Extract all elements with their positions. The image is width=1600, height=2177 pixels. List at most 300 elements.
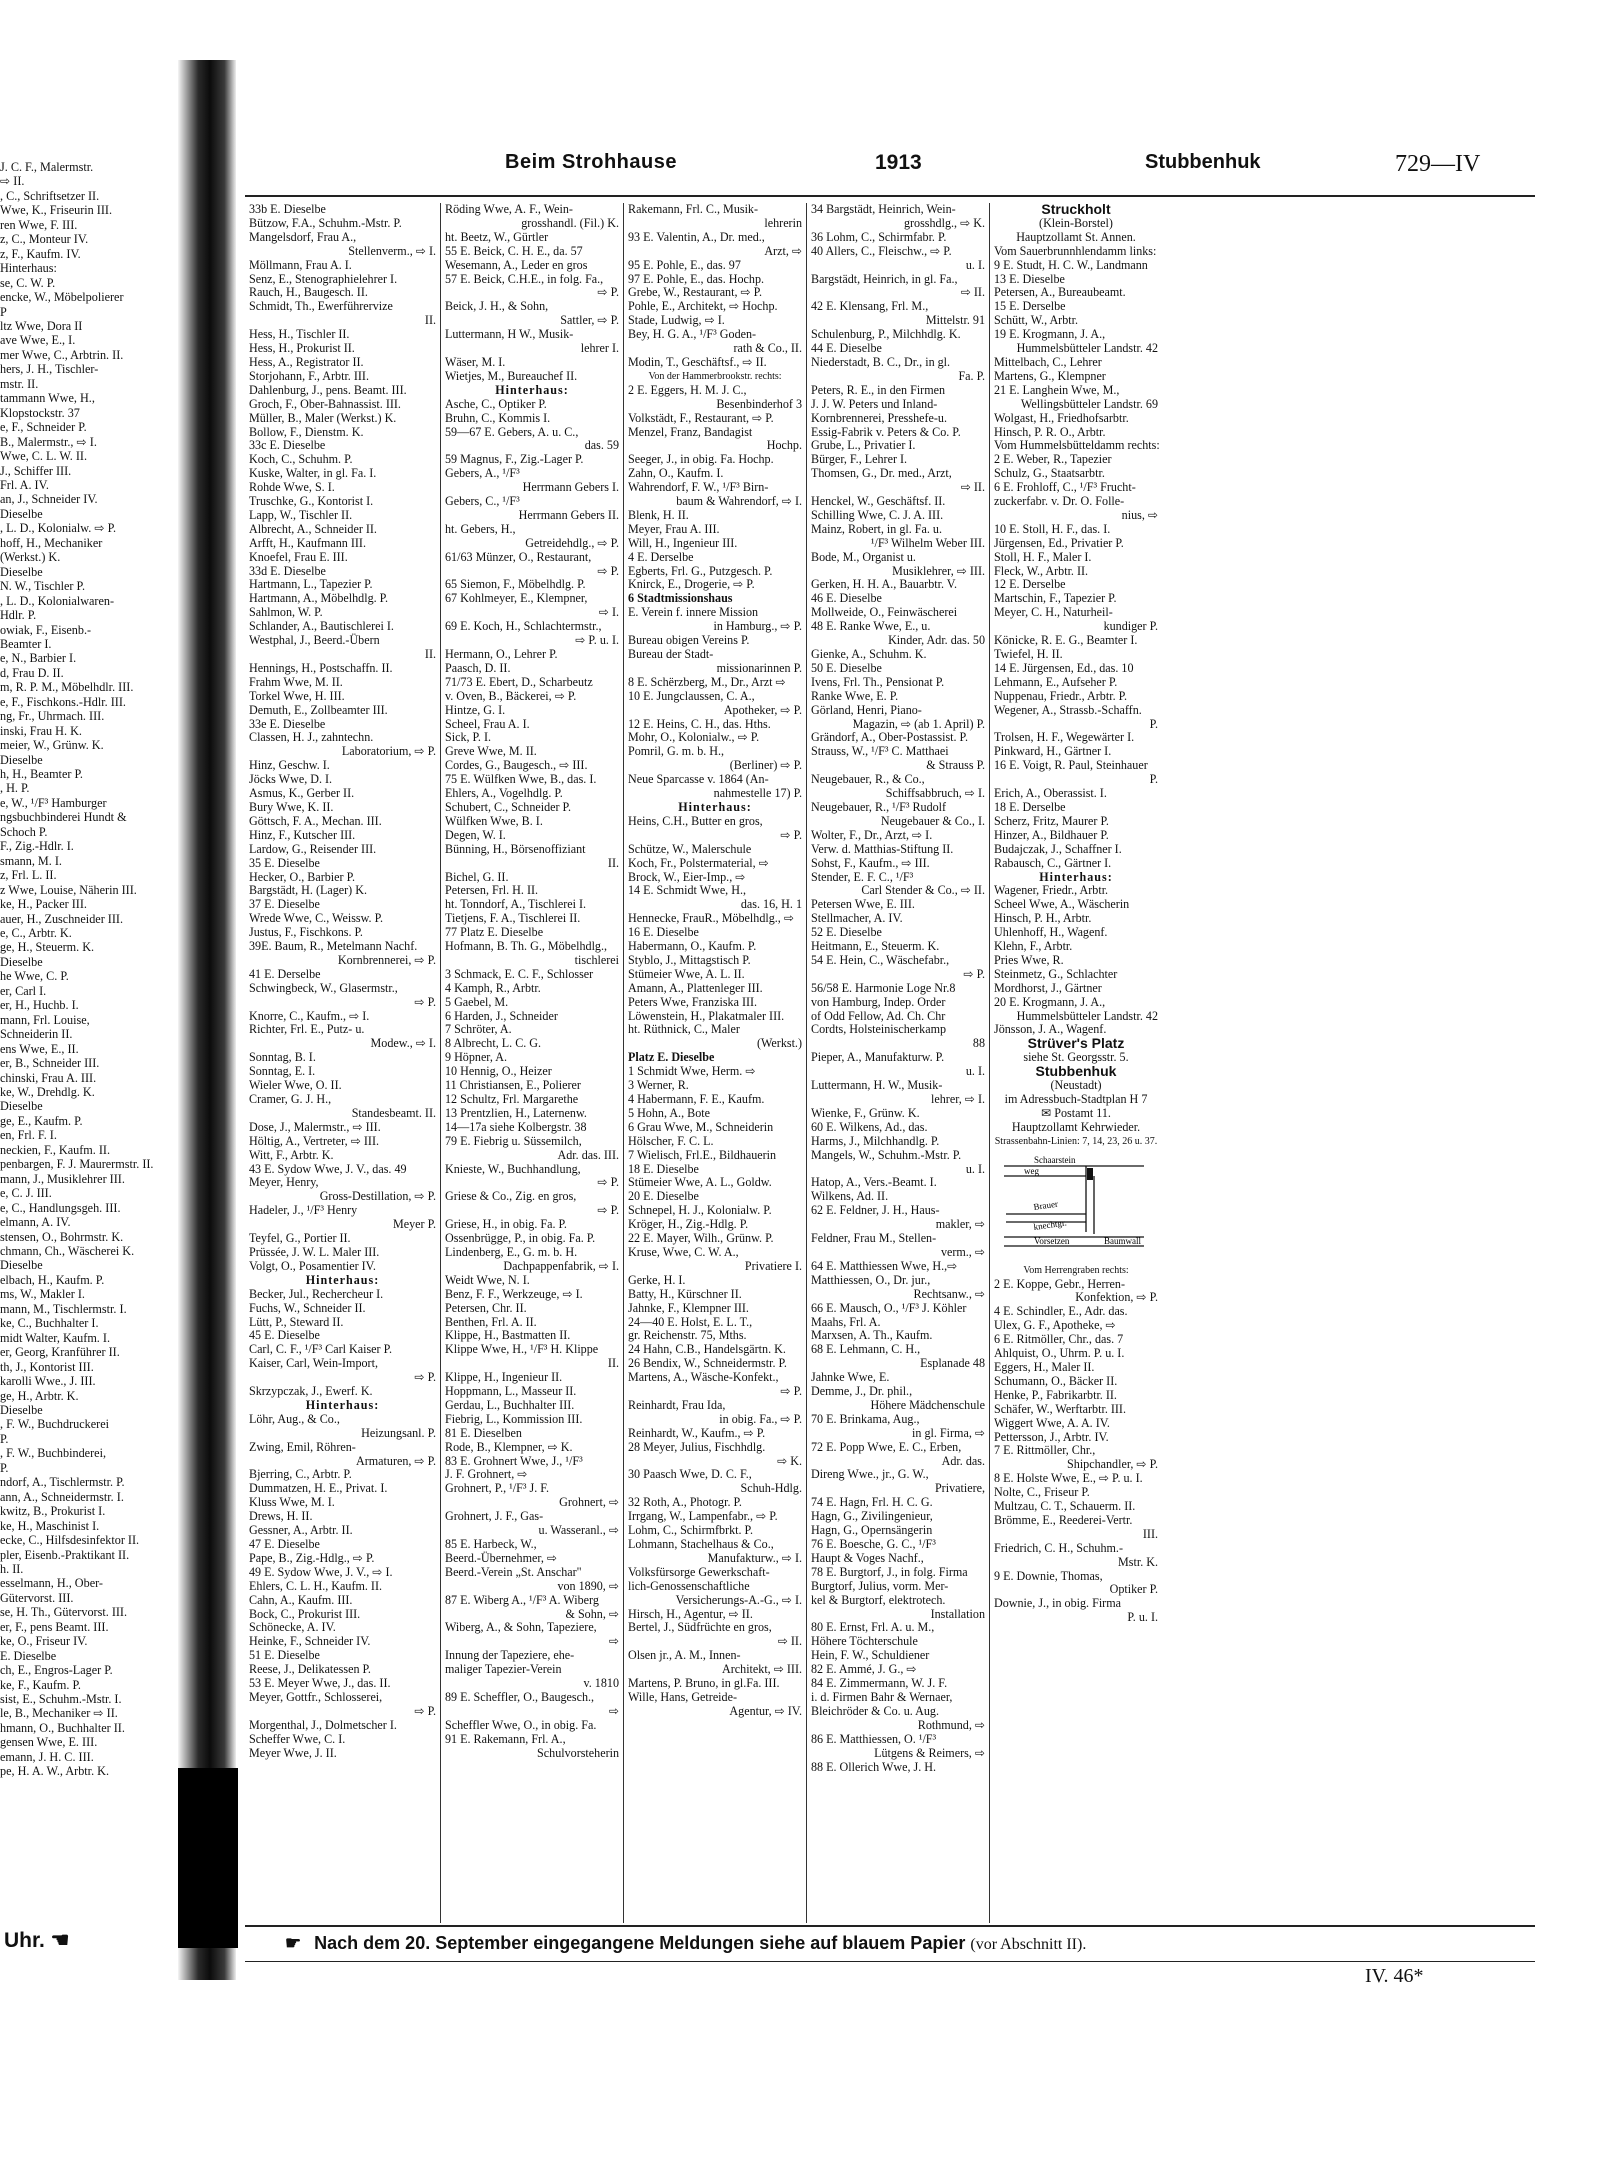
directory-entry: Burgtorf, Julius, vorm. Mer- [811,1578,949,1593]
directory-entry: Klippe, H., Bastmatten II. [445,1328,571,1343]
directory-entry: E. Verein f. innere Mission [628,605,759,620]
previous-page-line: encke, W., Möbelpolierer [0,290,124,305]
directory-entry: Strassenbahn-Linien: 7, 14, 23, 26 u. 37. [994,1135,1158,1147]
directory-entry: Hinsch, P. R. O., Arbtr. [994,424,1106,439]
previous-page-line: z, C., Monteur IV. [0,232,89,247]
directory-entry: Demme, J., Dr. phil., [811,1384,913,1399]
directory-entry: 9 E. Downie, Thomas, [994,1568,1103,1583]
directory-entry: Stümeier Wwe, A. L., Goldw. [628,1175,772,1190]
directory-entry: 21 E. Langhein Wwe, M., [994,382,1120,397]
previous-page-line: tammann Wwe, H., [0,391,95,406]
column-5 [990,203,1162,1923]
map-label: weg [1024,1165,1039,1176]
previous-page-line: P. [0,1460,9,1475]
previous-page-line: Dieselbe [0,1402,43,1417]
directory-entry: Vom Hummelsbütteldamm rechts: [994,438,1160,453]
directory-entry: Knieste, W., Buchhandlung, [445,1161,581,1176]
directory-entry: Bichel, G. II. [445,869,509,884]
directory-entry: 13 Prentzlien, H., Laternenw. [445,1105,587,1120]
directory-entry: (Neustadt) [1050,1078,1102,1093]
directory-entry: Fa. P. [958,368,985,383]
directory-entry: Görland, Henri, Piano- [811,702,922,717]
directory-entry: Klippe, H., Ingenieur II. [445,1370,563,1385]
previous-page-line: Wwe, K., Friseurin III. [0,203,113,218]
page-header [245,125,1535,177]
directory-entry: Gerke, H. I. [628,1272,686,1287]
directory-entry: Wülfken Wwe, B. I. [445,813,543,828]
directory-entry: of Odd Fellow, Ad. Ch. Chr [811,1008,946,1023]
previous-page-line: P [0,304,7,319]
directory-entry: Sohst, F., Kaufm., ⇨ III. [811,855,930,870]
directory-entry: Laboratorium, ⇨ P. [341,744,436,759]
directory-entry: 52 E. Dieselbe [811,925,882,940]
previous-page-line: Dieselbe [0,506,43,521]
directory-entry: Heinke, F., Schneider IV. [249,1634,371,1649]
directory-entry: & Strauss P. [926,758,985,773]
directory-entry: Witt, F., Arbtr. K. [249,1147,334,1162]
directory-entry: 82 E. Ammé, J. G., ⇨ [811,1662,917,1677]
directory-entry: Martschin, F., Tapezier P. [994,591,1117,606]
directory-entry: 13 E. Dieselbe [994,271,1065,286]
directory-entry: Meyer, Frau A. III. [628,521,720,536]
header-year: 1913 [875,151,922,174]
directory-entry: ⇨ P. [780,827,802,842]
directory-entry: Neue Sparcasse v. 1864 (An- [628,772,769,787]
previous-page-line: Klopstockstr. 37 [0,405,80,420]
directory-entry: Hartmann, A., Möbelhdlg. P. [249,591,389,606]
directory-entry: 5 Gaebel, M. [445,994,509,1009]
directory-entry: maliger Tapezier-Verein [445,1662,562,1677]
directory-entry: II. [424,313,436,328]
directory-entry: Mordhorst, J., Gärtner [994,980,1102,995]
directory-entry: ⇨ P. [414,1370,436,1385]
directory-entry: Hauptzollamt Kehrwieder. [1011,1119,1141,1134]
directory-entry: kundiger P. [1103,619,1158,634]
directory-entry: Essig-Fabrik v. Peters & Co. P. [811,424,961,439]
directory-entry: i. d. Firmen Bahr & Wernaer, [811,1689,953,1704]
previous-page-line: ke, H., Packer III. [0,897,87,912]
directory-entry: ⇨ [608,1634,619,1649]
map-label: knechtgr. [1032,1217,1068,1232]
directory-entry: ⇨ P. [597,285,619,300]
directory-entry: 10 Hennig, O., Heizer [445,1064,552,1079]
directory-entry: Frahm Wwe, M. II. [249,674,343,689]
directory-entry: ht. Rüthnick, C., Maler [628,1022,740,1037]
directory-entry: 10 E. Stoll, H. F., das. I. [994,521,1111,536]
directory-entry: Skrzypczak, J., Ewerf. K. [249,1384,373,1399]
directory-entry: Direng Wwe., jr., G. W., [811,1467,929,1482]
directory-entry: missionarinnen P. [716,660,802,675]
footer-bottom-rule [245,1961,1535,1962]
directory-entry: Steinmetz, G., Schlachter [994,966,1118,981]
directory-entry: Stoll, H. F., Maler I. [994,549,1092,564]
directory-entry: Sahlmon, W. P. [249,605,323,620]
previous-page-line: Dieselbe [0,564,43,579]
directory-entry: Peters Wwe, Franziska III. [628,994,758,1009]
directory-entry: Sonntag, B. I. [249,1050,316,1065]
directory-entry: Modin, T., Geschäftsf., ⇨ II. [628,354,767,369]
directory-entry: Kluss Wwe, M. I. [249,1495,335,1510]
directory-entry: Olsen jr., A. M., Innen- [628,1648,741,1663]
previous-page-line: e, C., Arbtr. K. [0,926,72,941]
directory-entry: Morgenthal, J., Dolmetscher I. [249,1717,397,1732]
directory-entry: Hermann, O., Lehrer P. [445,647,558,661]
directory-entry: Hintze, G. I. [445,702,506,717]
directory-entry: u. I. [965,257,985,272]
previous-page-line: ge, H., Steuerm. K. [0,940,95,955]
directory-entry: Asmus, K., Gerber II. [249,786,355,801]
directory-entry: 14 E. Jürgensen, Ed., das. 10 [994,660,1134,675]
directory-entry: Platz E. Dieselbe [628,1050,715,1065]
directory-entry: Scheffer Wwe, C. I. [249,1731,346,1746]
directory-entry: Hauptzollamt St. Annen. [1016,229,1136,244]
previous-page-line: chmann, Ch., Wäscherei K. [0,1243,135,1258]
map-label: Vorsetzen [1034,1235,1070,1246]
directory-entry: 24—40 E. Holst, E. L. T., [628,1314,753,1329]
directory-entry: ⇨ P. [780,1384,802,1399]
directory-entry: 78 E. Burgtorf, J., in folg. Firma [811,1564,968,1579]
previous-page-line: he Wwe, C. P. [0,969,69,984]
directory-entry: Bureau obigen Vereins P. [628,633,750,648]
directory-entry: Reese, J., Delikatessen P. [249,1662,371,1677]
previous-page-line: (Werkst.) K. [0,550,61,565]
directory-entry: 16 E. Dieselbe [628,925,699,940]
directory-entry: 87 E. Wiberg A., ¹/F³ A. Wiberg [445,1592,599,1607]
directory-entry: 19 E. Krogmann, J. A., [994,327,1106,342]
directory-entry: 61/63 Münzer, O., Restaurant, [445,549,592,564]
directory-entry: Göttsch, F. A., Mechan. III. [249,813,382,828]
directory-entry: ⇨ P. u. I. [575,633,619,648]
previous-page-line: , F. W., Buchdruckerei [0,1417,110,1432]
previous-page-line: ens Wwe, E., II. [0,1041,79,1056]
directory-entry: Müller, B., Maler (Werkst.) K. [249,410,397,425]
previous-page-line: Dieselbe [0,752,43,767]
directory-entry: v. 1810 [583,1676,619,1691]
directory-entry: Ehlers, A., Vogelhdlg. P. [445,786,563,801]
directory-entry: nahmestelle 17) P. [713,786,802,801]
directory-entry: Greve Wwe, M. II. [445,744,537,759]
directory-entry: ⇨ [608,1703,619,1718]
directory-entry: Erich, A., Oberassist. I. [994,786,1107,801]
directory-entry: 71/73 E. Ebert, D., Scharbeutz [445,674,593,689]
directory-entry: 16 E. Voigt, R. Paul, Steinhauer [994,758,1148,773]
previous-page-line: F., Zig.-Hdlr. I. [0,839,74,854]
directory-entry: Hennings, H., Postschaffn. II. [249,660,393,675]
directory-entry: Wilkens, Ad. II. [811,1189,889,1204]
directory-entry: Wolgast, H., Friedhofsarbtr. [994,410,1129,425]
directory-entry: Kruse, Wwe, C. W. A., [628,1244,739,1259]
directory-entry: makler, ⇨ [935,1217,985,1232]
directory-entry: 47 E. Dieselbe [249,1537,320,1551]
directory-entry: 12 Schultz, Frl. Margarethe [445,1092,579,1106]
directory-entry: ⇨ P. [414,1703,436,1718]
previous-page-line: kwitz, B., Prokurist I. [0,1504,106,1519]
previous-page-line: e, W., ¹/F³ Hamburger [0,795,107,810]
directory-entry: Hummelsbütteler Landstr. 42 [1016,1008,1158,1023]
directory-entry: Neugebauer, R., ¹/F³ Rudolf [811,799,947,814]
directory-entry: Irrgang, W., Lampenfabr., ⇨ P. [628,1509,778,1524]
directory-entry: 41 E. Derselbe [249,966,321,981]
directory-entry: Gross-Destillation, ⇨ P. [319,1189,436,1204]
directory-entry: Wagener, Friedr., Arbtr. [994,883,1109,898]
directory-entry: Hinz, F., Kutscher III. [249,827,356,842]
directory-entry: 93 E. Valentin, A., Dr. med., [628,229,765,244]
previous-page-line: sist, E., Schuhm.-Mstr. I. [0,1692,122,1707]
directory-entry: Kornbrennerei, Presshefe-u. [811,410,948,425]
directory-entry: Besenbinderhof 3 [716,396,802,411]
directory-entry: Friedrich, C. H., Schuhm.- [994,1540,1123,1555]
directory-entry: Wolter, F., Dr., Arzt, ⇨ I. [811,827,933,842]
directory-entry: Stender, E. F. C., ¹/F³ [811,869,914,884]
directory-entry: 59 Magnus, F., Zig.-Lager P. [445,452,584,467]
directory-entry: Gienke, A., Schuhm. K. [811,647,927,661]
previous-page-line: e, C. J. III. [0,1186,52,1201]
previous-page-line: ltz Wwe, Dora II [0,318,83,333]
previous-page-line: E. Dieselbe [0,1648,57,1663]
directory-entry: 7 Schröter, A. [445,1022,512,1037]
map-label: Baumwall [1104,1235,1141,1246]
directory-entry: Von der Hammerbrookstr. rechts: [648,370,782,382]
directory-entry: Schwingbeck, W., Glasermstr., [249,980,398,995]
header-rule [245,195,1535,197]
directory-entry: Lapp, W., Tischler II. [249,507,353,522]
directory-entry: Haupt & Voges Nachf., [811,1550,924,1565]
directory-entry: J. J. W. Peters und Inland- [811,396,938,411]
directory-entry: Lindenberg, E., G. m. b. H. [445,1244,578,1259]
directory-entry: Volksfürsorge Gewerkschaft- [628,1564,770,1579]
directory-entry: baum & Wahrendorf, ⇨ I. [676,494,802,509]
directory-entry: Degen, W. I. [445,827,506,842]
directory-entry: Gessner, A., Arbtr. II. [249,1523,353,1538]
previous-page-line: Hdlr. P. [0,608,37,623]
directory-entry: 4 Habermann, F. E., Kaufm. [628,1092,765,1106]
directory-entry: Styblo, J., Mittagstisch P. [628,952,751,967]
directory-entry: Hofmann, B. Th. G., Möbelhdlg., [445,939,608,954]
previous-page-line: an, J., Schneider IV. [0,492,98,507]
previous-page-line: meier, W., Grünw. K. [0,738,104,753]
directory-entry: Rode, B., Klempner, ⇨ K. [445,1439,573,1454]
directory-entry: Eggers, H., Maler II. [994,1359,1095,1374]
directory-entry: Kornbrennerei, ⇨ P. [337,952,436,967]
previous-page-line: ndorf, A., Tischlermstr. P. [0,1475,125,1490]
directory-entry: Heizungsanl. P. [361,1425,436,1440]
directory-entry: 37 E. Dieselbe [249,897,320,912]
directory-entry: 33d E. Dieselbe [249,563,326,578]
directory-entry: Versicherungs-A.-G., ⇨ I. [675,1592,802,1607]
directory-entry: Hess, H., Tischler II. [249,327,350,342]
directory-entry: Wieler Wwe, O. II. [249,1078,342,1093]
directory-entry: Schnepel, H. J., Kolonialw. P. [628,1203,772,1218]
directory-entry: 12 E. Heins, C. H., das. Hths. [628,716,771,731]
directory-entry: 89 E. Scheffler, O., Baugesch., [445,1689,595,1704]
directory-entry: 53 E. Meyer Wwe, J., das. II. [249,1676,391,1691]
previous-page-line: Frl. A. IV. [0,477,49,492]
directory-entry: 76 E. Boesche, G. C., ¹/F³ [811,1537,936,1551]
directory-entry: tischlerei [574,952,619,967]
directory-entry: Gebers, A., ¹/F³ [445,466,520,481]
map-block [1087,1168,1093,1180]
column-2 [441,203,624,1923]
previous-page-line: ke, W., Drehdlg. K. [0,1085,95,1099]
previous-page-line: e, N., Barbier I. [0,651,77,666]
directory-entry: 88 [972,1036,985,1051]
previous-page-line: Dieselbe [0,1258,43,1273]
previous-page-line: ke, C., Buchhalter I. [0,1316,99,1331]
directory-entry: 70 E. Brinkama, Aug., [811,1411,920,1426]
street-map [994,1152,1154,1257]
directory-entry: Mohr, O., Kolonialw., ⇨ P. [628,730,760,745]
directory-entry: Bünning, H., Börsenoffiziant [445,841,586,856]
directory-entry: 30 Paasch Wwe, D. C. F., [628,1467,752,1482]
previous-page-line: neckien, F., Kaufm. II. [0,1142,111,1157]
previous-page-line: B., Malermstr., ⇨ I. [0,434,97,449]
directory-entry: ⇨ K. [777,1453,802,1468]
directory-entry: Fuchs, W., Schneider II. [249,1300,366,1315]
directory-entry: 14 E. Schmidt Wwe, H., [628,883,747,898]
directory-entry: 24 Hahn, C.B., Handelsgärtn. K. [628,1342,786,1357]
directory-entry: 50 E. Dieselbe [811,660,882,675]
previous-page-line: ke, F., Kaufm. P. [0,1677,81,1692]
directory-entry: Schönecke, A. IV. [249,1620,336,1635]
directory-entry: Lardow, G., Reisender III. [249,841,377,856]
directory-entry: 28 Meyer, Julius, Fischhdlg. [628,1439,766,1454]
directory-entry: Meyer, Henry, [249,1175,319,1190]
directory-entry: Kröger, H., Zig.-Hdlg. P. [628,1217,749,1232]
previous-page-line: er, B., Schneider III. [0,1056,100,1071]
directory-entry: 3 Schmack, E. C. F., Schlosser [445,966,594,981]
directory-entry: Gerken, H. H. A., Bauarbtr. V. [811,577,958,592]
directory-entry: Rechtsanw., ⇨ [913,1286,985,1301]
directory-entry: Thomsen, G., Dr. med., Arzt, [811,466,952,481]
directory-entry: Ehlers, C. L. H., Kaufm. II. [249,1578,383,1593]
previous-page-line: auer, H., Zuschneider III. [0,911,124,926]
directory-entry: Schulvorsteherin [537,1745,619,1760]
directory-entry: lehrerin [764,215,802,230]
directory-entry: Grohnert, J. F., Gas- [445,1509,544,1524]
directory-entry: Marxsen, A. Th., Kaufm. [811,1328,933,1343]
directory-entry: 6 E. Ritmöller, Chr., das. 7 [994,1332,1124,1347]
directory-entry: II. [607,1356,619,1371]
directory-entry: Rothmund, ⇨ [917,1717,985,1732]
previous-page-line: ke, O., Friseur IV. [0,1634,88,1649]
section-label: Hinterhaus: [305,1397,380,1412]
directory-entry: Vom Sauerbrunnhlendamm links: [994,243,1157,258]
directory-entry: Blenk, H. II. [628,507,689,522]
directory-entry: Stellenverm., ⇨ I. [348,243,436,258]
directory-entry: Hummelsbütteler Landstr. 42 [1016,341,1158,356]
previous-page-line: penbargen, F. J. Maurermstr. II. [0,1157,154,1172]
directory-entry: Neugebauer, R., & Co., [811,772,925,787]
directory-entry: Schmidt, Th., Ewerführervize [249,299,393,314]
directory-entry: Hess, H., Prokurist II. [249,341,355,356]
directory-entry: 26 Bendix, W., Schneidermstr. P. [628,1356,787,1371]
directory-entry: Uhlenhoff, H., Wagenf. [994,925,1108,940]
directory-entry: Verw. d. Matthias-Stiftung II. [811,841,954,856]
previous-page-line: , F. W., Buchbinderei, [0,1446,106,1461]
directory-entry: Scheel Wwe, A., Wäscherin [994,897,1130,912]
directory-entry: 4 E. Schindler, E., Adr. das. [994,1304,1128,1319]
directory-entry: Reinhardt, W., Kaufm., ⇨ P. [628,1425,766,1440]
directory-entry: Zwing, Emil, Röhren- [249,1439,356,1454]
directory-entry: 5 Hohn, A., Bote [628,1105,710,1120]
directory-entry: Sick, P. I. [445,730,492,745]
directory-entry: Grändorf, A., Ober-Postassist. P. [811,730,968,745]
directory-entry: 12 E. Derselbe [994,577,1066,592]
directory-entry: Rakemann, Frl. C., Musik- [628,203,759,216]
directory-entry: Henckel, W., Geschäftsf. II. [811,494,946,509]
directory-entry: Gerdau, L., Buchhalter III. [445,1397,575,1412]
directory-entry: Cramer, G. J. H., [249,1092,332,1106]
directory-entry: 4 Kamph, R., Arbtr. [445,980,541,995]
directory-entry: Sonntag, E. I. [249,1064,316,1079]
directory-entry: Cahn, A., Kaufm. III. [249,1592,353,1607]
directory-entry: Rauch, H., Baugesch. II. [249,285,368,300]
directory-entry: Shipchandler, ⇨ P. [1067,1457,1158,1472]
directory-entry: Rohde Wwe, S. I. [249,480,335,495]
directory-entry: 45 E. Dieselbe [249,1328,320,1343]
directory-entry: grosshandl. (Fil.) K. [521,215,619,230]
previous-page-line: J. C. F., Malermstr. [0,160,94,174]
directory-entry: 20 E. Krogmann, J. A., [994,994,1106,1009]
previous-page-line: karolli Wwe., J. III. [0,1374,96,1389]
directory-entry: Knorre, C., Kaufm., ⇨ I. [249,1008,370,1023]
directory-entry: 84 E. Zimmermann, W. J. F. [811,1676,948,1691]
previous-page-line: mann, Frl. Louise, [0,1012,90,1027]
directory-entry: Höhere Töchterschule [811,1634,918,1649]
directory-entry: 77 Platz E. Dieselbe [445,925,544,940]
directory-entry: Lütt, P., Steward II. [249,1314,344,1329]
directory-entry: Wiberg, A., & Sohn, Tapeziere, [445,1620,597,1635]
directory-entry: 18 E. Dieselbe [628,1161,699,1176]
directory-entry: Scheffler Wwe, O., in obig. Fa. [445,1717,597,1732]
directory-entry: Modew., ⇨ I. [370,1036,436,1051]
directory-entry: Hagn, G., Opernsängerin [811,1523,933,1538]
directory-entry: P. u. I. [1127,1610,1158,1625]
directory-entry: 79 E. Fiebrig u. Süssemilch, [445,1133,582,1148]
previous-page-line: P. [0,1431,9,1446]
directory-entry: v. Oven, B., Bäckerei, ⇨ P. [445,688,577,703]
directory-entry: Wesemann, A., Leder en gros [445,257,588,272]
directory-entry: Asche, C., Optiker P. [445,396,547,411]
directory-entry: Jöcks Wwe, D. I. [249,772,333,787]
previous-page-line: ngsbuchbinderei Hundt & [0,810,127,825]
directory-entry: Bode, M., Organist u. [811,549,916,564]
previous-page-line: elmann, A. IV. [0,1215,71,1230]
directory-entry: Petersen Wwe, E. III. [811,897,915,912]
directory-entry: Egberts, Frl. G., Putzgesch. P. [628,563,773,578]
directory-entry: Neugebauer & Co., I. [880,813,985,828]
directory-entry: Koch, Fr., Polstermaterial, ⇨ [628,855,769,870]
directory-entry: zuckerfabr. v. Dr. O. Folle- [994,494,1125,509]
directory-entry: III. [1142,1526,1158,1541]
directory-entry: Budajczak, J., Schaffner I. [994,841,1122,856]
directory-entry: 32 Roth, A., Photogr. P. [628,1495,742,1510]
directory-entry: Volkstädt, F., Restaurant, ⇨ P. [628,410,774,425]
previous-page-line: smann, M. I. [0,853,62,868]
previous-page-line: th, J., Kontorist III. [0,1359,94,1374]
directory-entry: Innung der Tapeziere, ehe- [445,1648,575,1663]
directory-entry: Volgt, O., Posamentier IV. [249,1258,376,1273]
directory-entry: 57 E. Beick, C.H.E., in folg. Fa., [445,271,604,286]
directory-entry: Bjerring, C., Arbtr. P. [249,1467,352,1482]
directory-entry: ht. Tonndorf, A., Tischlerei I. [445,897,587,912]
directory-entry: Vom Herrengraben rechts: [1023,1264,1129,1276]
directory-entry: Groch, F., Ober-Bahnassist. III. [249,396,401,411]
directory-entry: ¹/F³ Wilhelm Weber III. [870,535,985,550]
directory-entry: 1 Schmidt Wwe, Herm. ⇨ [628,1064,756,1079]
previous-page-line: z Wwe, Louise, Näherin III. [0,882,137,897]
section-label: Hinterhaus: [1039,869,1113,884]
